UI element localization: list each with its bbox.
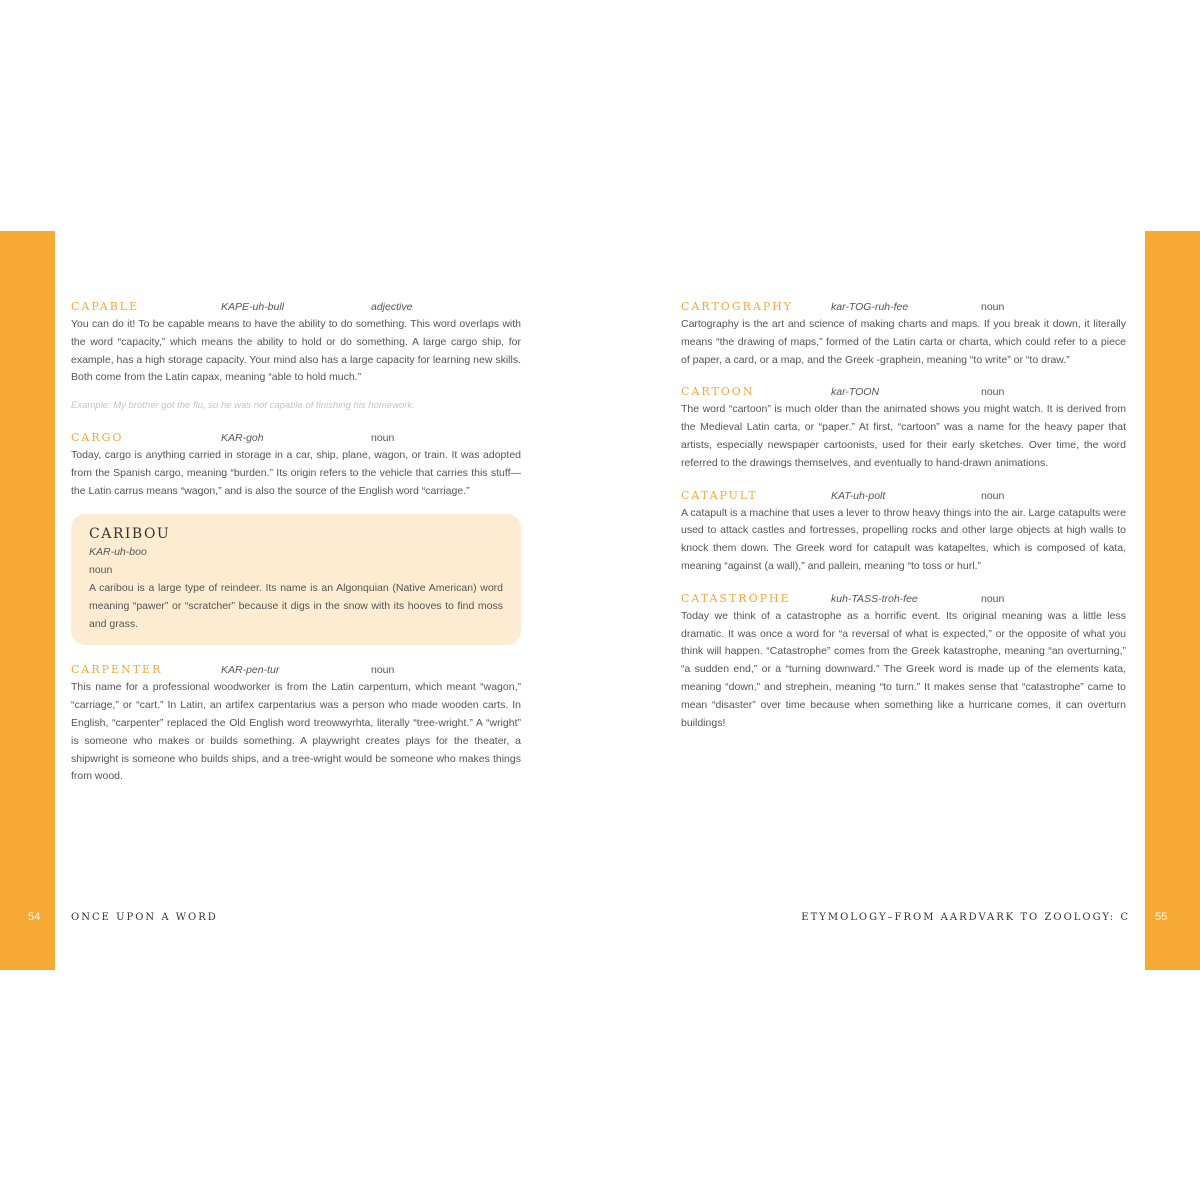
example-sentence: Example: My brother got the flu, so he was not capable of finishing his homework. bbox=[71, 400, 415, 412]
headword: CATAPULT bbox=[681, 488, 758, 502]
part-of-speech: noun bbox=[371, 664, 395, 677]
entry-cargo bbox=[71, 429, 521, 500]
entry-catapult bbox=[681, 487, 1126, 576]
left-column bbox=[71, 298, 521, 800]
part-of-speech: noun bbox=[981, 386, 1005, 399]
entry-capable bbox=[71, 298, 521, 415]
pronunciation: kuh-TASS-troh-fee bbox=[831, 592, 918, 605]
part-of-speech: noun bbox=[371, 431, 395, 444]
right-page-number: 55 bbox=[1155, 911, 1168, 923]
headword: CARPENTER bbox=[71, 663, 163, 677]
pronunciation: KAR-goh bbox=[221, 431, 264, 444]
right-column bbox=[681, 298, 1126, 746]
definition: You can do it! To be capable means to have the ability to do something. This word overlaps with the word “capacity,” which means the ability to hold or do something. A large cargo ship, for example, has a high storage capacity. Your mind also has a large capacity for learning new skills. Both come from the Latin capax, meaning “able to hold much.” bbox=[71, 318, 521, 384]
entry-cartography bbox=[681, 298, 1126, 369]
definition: A catapult is a machine that uses a lever to throw heavy things into the air. Large catapults were used to attack castles and fortresses, propelling rocks and other large objects at high walls to knock them down. The Greek word for catapult was katapeltes, which is composed of kata, meaning “against (a wall),” and pallein, meaning “to toss or hurl.” bbox=[681, 506, 1126, 572]
definition: Today we think of a catastrophe as a horrific event. Its original meaning was a little less dramatic. It was once a word for “a reversal of what is expected,” or the opposite of what you think will happen. “Catastrophe” comes from the Greek katastrophe, meaning “an overturning,” “a sudden end,” or a “turning downward.” The Greek word is made up of the elements kata, meaning “down,” and strephein, meaning “to turn.” It makes sense that “catastrophe” came to mean “disaster” over time because when something like a hurricane comes, it can overturn buildings! bbox=[681, 609, 1126, 729]
entry-catastrophe bbox=[681, 590, 1126, 733]
pronunciation: kar-TOON bbox=[831, 386, 880, 399]
entry-carpenter bbox=[71, 661, 521, 786]
definition: This name for a professional woodworker is from the Latin carpentum, which meant “wagon,” “carriage,” or “cart.” In Latin, an artifex carpentarius was a person who made wooden carts. In English, “carpenter” replaced the Old English word treowwyrhta, literally “tree-wright.” A “wright” is someone who makes or builds something. A playwright creates plays for the theater, a shipwright is someone who builds ships, and a tree-wright would be someone who makes things from wood. bbox=[71, 681, 521, 783]
right-edge-band bbox=[1145, 231, 1200, 970]
headword: CARTOON bbox=[681, 385, 755, 399]
part-of-speech: noun bbox=[981, 489, 1005, 502]
sidebar-definition: A caribou is a large type of reindeer. Its name is an Algonquian (Native American) word meaning “pawer” or “scratcher” because it digs in the snow with its hooves to find moss and grass. bbox=[89, 581, 503, 630]
sidebar-part-of-speech: noun bbox=[89, 564, 113, 577]
pronunciation: KAR-pen-tur bbox=[221, 664, 280, 677]
pronunciation: KAPE-uh-bull bbox=[221, 301, 285, 313]
caribou-sidebar bbox=[71, 514, 521, 645]
entry-cartoon bbox=[681, 383, 1126, 472]
left-page-number: 54 bbox=[28, 911, 41, 923]
part-of-speech: noun bbox=[981, 592, 1005, 605]
left-edge-band bbox=[0, 231, 55, 970]
pronunciation: kar-TOG-ruh-fee bbox=[831, 301, 909, 313]
headword: CARGO bbox=[71, 430, 124, 444]
definition: Cartography is the art and science of making charts and maps. If you break it down, it literally means “the drawing of maps,” formed of the Latin carta or charta, which could refer to a piece of paper, a card, or a map, and the Greek -graphein, meaning “to write” or “to draw.” bbox=[681, 318, 1126, 366]
pronunciation: KAT-uh-polt bbox=[831, 489, 886, 502]
headword: CARTOGRAPHY bbox=[681, 300, 794, 313]
part-of-speech: adjective bbox=[371, 301, 413, 313]
headword: CATASTROPHE bbox=[681, 591, 791, 605]
sidebar-pronunciation: KAR-uh-boo bbox=[89, 546, 147, 559]
headword: CAPABLE bbox=[71, 300, 140, 313]
left-running-footer: ONCE UPON A WORD bbox=[71, 912, 218, 923]
right-running-footer: ETYMOLOGY–FROM AARDVARK TO ZOOLOGY: C bbox=[801, 912, 1130, 923]
sidebar-headword: CARIBOU bbox=[89, 526, 171, 543]
definition: Today, cargo is anything carried in storage in a car, ship, plane, wagon, or train. It was adopted from the Spanish cargo, meaning “burden.” Its origin refers to the vehicle that carries this stuff—the Latin carrus means “wagon,” and is also the source of the English word “carriage.” bbox=[71, 448, 521, 497]
definition: The word “cartoon” is much older than the animated shows you might watch. It is derived from the Medieval Latin carta, or “paper.” At first, “cartoon” was a name for the heavy paper that artists, especially newspaper cartoonists, used for their early sketches. Over time, the word referred to the drawings themselves, and eventually to hand-drawn animations. bbox=[681, 403, 1126, 469]
part-of-speech: noun bbox=[981, 301, 1005, 313]
